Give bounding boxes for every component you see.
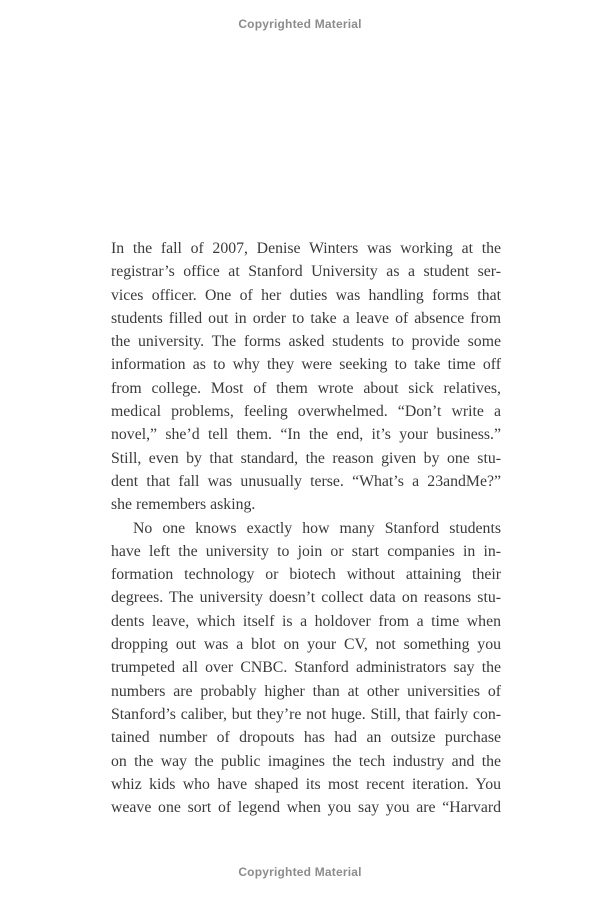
text-line: degrees. The university doesn’t collect data on reasons stu- <box>111 589 501 607</box>
text-line: vices officer. One of her duties was handling forms that <box>111 286 501 304</box>
paragraph <box>111 517 501 820</box>
text-line: Stanford’s caliber, but they’re not huge. Still, that fairly con- <box>111 705 501 723</box>
copyright-notice-top: Copyrighted Material <box>238 17 362 31</box>
text-line: dents leave, which itself is a holdover from a time when <box>111 612 501 630</box>
text-line: students filled out in order to take a leave of absence from <box>111 309 501 327</box>
text-line: dent that fall was unusually terse. “What’s a 23andMe?” <box>111 472 501 490</box>
text-line: dropping out was a blot on your CV, not something you <box>111 636 501 654</box>
text-line: she remembers asking. <box>111 496 256 514</box>
text-line: whiz kids who have shaped its most recent iteration. You <box>111 775 501 793</box>
text-line: information as to why they were seeking to take time off <box>111 356 501 374</box>
text-line: tained number of dropouts has had an outsize purchase <box>111 729 501 747</box>
text-line: registrar’s office at Stanford University as a student ser- <box>111 263 501 281</box>
text-line: numbers are probably higher than at other universities of <box>111 682 501 700</box>
text-line: novel,” she’d tell them. “In the end, it’s your business.” <box>111 426 501 444</box>
text-line: medical problems, feeling overwhelmed. “Don’t write a <box>111 403 501 421</box>
text-line: from college. Most of them wrote about sick relatives, <box>111 379 501 397</box>
copyright-notice-bottom: Copyrighted Material <box>238 865 362 879</box>
body-text <box>111 237 501 819</box>
text-line: on the way the public imagines the tech industry and the <box>111 752 501 770</box>
text-line: weave one sort of legend when you say you are “Harvard <box>111 799 501 817</box>
text-line: trumpeted all over CNBC. Stanford administrators say the <box>111 659 501 677</box>
text-line: No one knows exactly how many Stanford students <box>133 519 501 537</box>
text-line: Still, even by that standard, the reason given by one stu- <box>111 449 501 467</box>
text-line: In the fall of 2007, Denise Winters was working at the <box>111 240 501 257</box>
paragraph <box>111 237 501 517</box>
text-line: the university. The forms asked students to provide some <box>111 333 501 351</box>
text-line: formation technology or biotech without attaining their <box>111 566 501 584</box>
text-line: have left the university to join or start companies in in- <box>111 542 501 560</box>
